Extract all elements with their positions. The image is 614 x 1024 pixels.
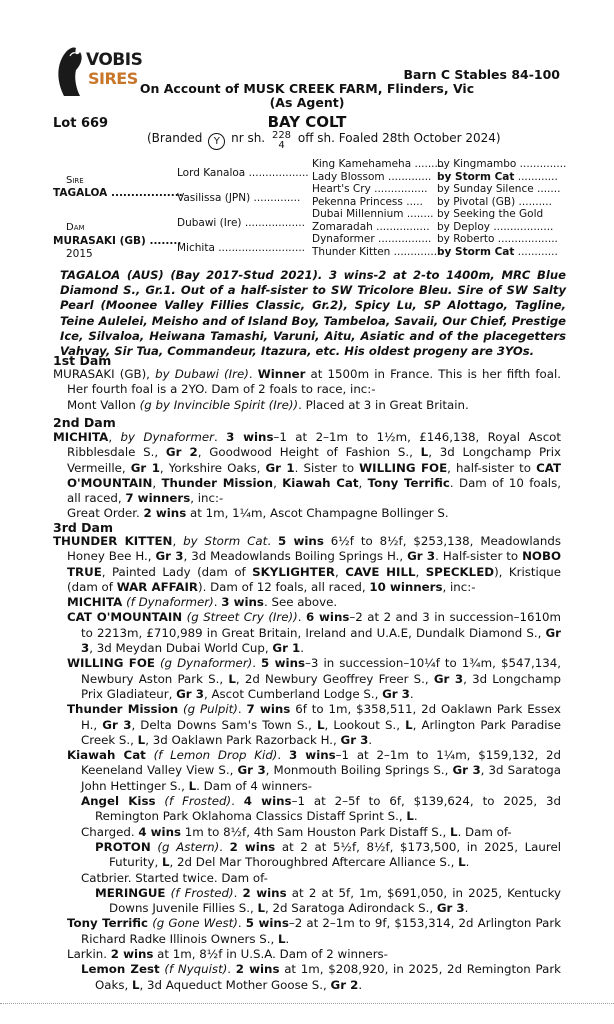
entry-text-run: 3 wins bbox=[288, 748, 336, 763]
entry-text-run: , 2d Saratoga Adirondack S., bbox=[265, 901, 437, 916]
entry-text-run: . bbox=[277, 748, 289, 763]
entry-paragraph bbox=[67, 506, 561, 521]
dam-label: Dam bbox=[66, 222, 85, 233]
entry-text-run: , 2d Del Mar Thoroughbred Aftercare Alliance S., bbox=[169, 855, 459, 870]
brand-number-top: 228 bbox=[271, 130, 292, 141]
entry-paragraph bbox=[81, 962, 561, 993]
account-line: On Account of MUSK CREEK FARM, Flinders, Vic bbox=[139, 81, 475, 96]
entry-text-run: . bbox=[237, 702, 247, 717]
entry-text-run: . bbox=[368, 732, 373, 747]
entry-paragraph bbox=[67, 916, 561, 947]
barn-stables: Barn C Stables 84-100 bbox=[403, 67, 560, 82]
entry-text-run: . bbox=[213, 595, 222, 610]
entry-text-run: , inc:- bbox=[190, 491, 224, 506]
entry-text-run: , bbox=[415, 564, 426, 579]
foaled-text: off sh. Foaled 28th October 2024) bbox=[297, 131, 501, 145]
entry-text-run: . bbox=[409, 686, 414, 701]
ggp-3: Heart's Cry ................ bbox=[312, 183, 428, 195]
entry-text-run: 6f to 1m, $358,511, 2d Oaklawn Park Essex H., bbox=[81, 702, 561, 732]
entry-paragraph bbox=[53, 430, 561, 506]
entry-text-run: , 3d Meadowlands Boiling Springs H., bbox=[183, 549, 408, 564]
entry-text-run: , 3d Oaklawn Park Razorback H., bbox=[145, 732, 341, 747]
entry-text-run: L bbox=[161, 855, 170, 870]
entry-text-run: 2 wins bbox=[229, 839, 276, 854]
ggp-8: Thunder Kitten .............. bbox=[312, 246, 441, 258]
third-dam-heading: 3rd Dam bbox=[53, 520, 113, 535]
entry-text-run: . See above. bbox=[263, 595, 338, 610]
entry-text-run: SPECKLED bbox=[425, 564, 495, 579]
entry-text-run: Gr 2 bbox=[330, 977, 359, 992]
entry-text-run: –1 at 2–1m to 1½m, £146,138, Royal Ascot Ribblesdale S., bbox=[67, 430, 562, 460]
entry-text-run: –2 at 2–1m to 9f, $153,314, 2d Arlington Park Richard Radke Illinois Owners S., bbox=[81, 916, 562, 946]
lot-number: Lot 669 bbox=[53, 116, 109, 131]
branded-text: (Branded bbox=[147, 131, 203, 145]
entry-text-run: NOBO TRUE bbox=[67, 549, 561, 579]
entry-text-run: L bbox=[228, 671, 236, 686]
entry-text-run: –3 in succession–10¼f to 1¾m, $547,134, Newbury Aston Park S., bbox=[81, 656, 561, 686]
entry-text-run: (f Frosted) bbox=[164, 794, 232, 809]
entry-text-run: L bbox=[420, 445, 429, 460]
entry-text-run: L bbox=[450, 824, 458, 839]
entry-text-run: , half-sister to bbox=[447, 460, 537, 475]
entry-text-run: Gr 3 bbox=[407, 549, 436, 564]
entry-text-run: –1 at 2–5f to 6f, $139,624, to 2025, 3d Remington Park Oklahoma Classics Distaff Sprint S., bbox=[95, 794, 562, 824]
entry-text-run: MURASAKI (GB), bbox=[53, 367, 156, 381]
entry-paragraph bbox=[67, 610, 561, 656]
entry-text-run: , 3d Aqueduct Mother Goose S., bbox=[139, 977, 331, 992]
brand-nr-text: nr sh. bbox=[231, 131, 266, 145]
entry-text-run: CAVE HILL bbox=[345, 564, 416, 579]
entry-text-run: WILLING FOE bbox=[359, 460, 448, 475]
ggp-4: Pekenna Princess ..... bbox=[312, 196, 423, 208]
entry-text-run: , bbox=[108, 430, 121, 444]
entry-text-run: at 2 at 5½f, 8½f, $173,500, in 2025, Laurel Futurity, bbox=[109, 839, 562, 870]
ggp-5: Dubai Millennium ........ bbox=[312, 208, 434, 220]
granddam-1: Vasilissa (JPN) .............. bbox=[177, 192, 301, 204]
entry-text-run: L bbox=[406, 809, 414, 824]
entry-text-run: , Yorkshire Oaks, bbox=[159, 460, 266, 475]
entry-text-run: 5 wins bbox=[277, 534, 324, 548]
entry-text-run: , 3d Saratoga John Hettinger S., bbox=[81, 763, 561, 793]
entry-text-run: (g Dynaformer) bbox=[159, 656, 253, 671]
ggp-7: Dynaformer ................ bbox=[312, 233, 432, 245]
entry-text-run: , 3d Longchamp Prix Vermeille, bbox=[67, 445, 561, 475]
entry-text-run: . bbox=[267, 534, 278, 548]
entry-text-run: , Lookout S., bbox=[324, 717, 406, 732]
entry-text-run bbox=[146, 748, 154, 762]
entry-text-run: 10 winners bbox=[369, 579, 443, 594]
entry-text-run: Tony Terrific bbox=[67, 916, 149, 931]
entry-text-run: Gr 3 bbox=[433, 671, 464, 686]
entry-text-run: . bbox=[237, 916, 246, 931]
entry-text-run: by Dynaformer bbox=[120, 430, 214, 444]
entry-text-run: at 2 at 5f, 1m, $691,050, in 2025, Kentucky Downs Juvenile Fillies S., bbox=[109, 885, 561, 916]
sire-label: Sire bbox=[66, 175, 84, 186]
entry-text-run: Larkin. bbox=[67, 947, 111, 962]
entry-text-run: Gr 3 bbox=[102, 717, 132, 732]
entry-text-run: 3 wins bbox=[221, 595, 264, 610]
entry-text-run: (g Astern) bbox=[157, 839, 220, 854]
third-dam-text bbox=[53, 534, 561, 993]
ggp-6: Zomaradah ................ bbox=[312, 221, 430, 233]
entry-text-run: ). Dam of 12 foals, all raced, bbox=[198, 579, 370, 594]
entry-text-run: 1m to 8½f, 4th Sam Houston Park Distaff S., bbox=[181, 824, 451, 839]
entry-text-run: , 2d Newbury Geoffrey Freer S., bbox=[235, 671, 434, 686]
entry-text-run: 4 wins bbox=[138, 824, 182, 839]
entry-text-run: . bbox=[465, 855, 470, 870]
entry-text-run: , bbox=[273, 475, 283, 490]
ggp-1: King Kamehameha ......... bbox=[312, 158, 445, 170]
entry-paragraph bbox=[95, 886, 561, 917]
entry-text-run: 2 wins bbox=[110, 947, 154, 962]
entry-text-run: (f Frosted) bbox=[170, 885, 234, 900]
logo-text-vobis: VOBIS bbox=[86, 50, 143, 70]
entry-text-run: Kiawah Cat bbox=[282, 475, 359, 490]
entry-text-run: THUNDER KITTEN bbox=[53, 534, 173, 548]
entry-text-run: 5 wins bbox=[245, 916, 289, 931]
entry-text-run: L bbox=[405, 717, 413, 732]
entry-text-run: 2 wins bbox=[242, 885, 287, 900]
granddam-2: Michita .......................... bbox=[177, 242, 305, 254]
entry-text-run: Thunder Mission bbox=[161, 475, 274, 490]
page-fold-line bbox=[0, 1003, 614, 1004]
entry-text-run: L bbox=[257, 901, 266, 916]
lot-title: BAY COLT bbox=[267, 113, 347, 131]
entry-paragraph bbox=[81, 871, 561, 886]
entry-text-run: Kiawah Cat bbox=[67, 748, 146, 763]
entry-text-run: Gr 3 bbox=[155, 549, 184, 564]
entry-text-run: SKYLIGHTER bbox=[252, 564, 335, 579]
entry-text-run: . Dam of 4 winners- bbox=[196, 778, 312, 793]
gggp-5: by Seeking the Gold bbox=[437, 208, 544, 220]
entry-text-run: 6 wins bbox=[305, 610, 350, 625]
entry-text-run: , Painted Lady (dam of bbox=[101, 564, 253, 579]
entry-text-run: –1 at 2–1m to 1¼m, $159,132, 2d Keeneland Valley View S., bbox=[81, 748, 562, 778]
logo-text-sires: SIRES bbox=[88, 69, 138, 88]
entry-text-run: . Half-sister to bbox=[435, 549, 523, 564]
brand-symbol: Y bbox=[208, 133, 225, 150]
entry-text-run: MICHITA bbox=[53, 430, 109, 444]
entry-text-run: , Monmouth Boiling Springs S., bbox=[265, 763, 453, 778]
first-dam-text bbox=[53, 367, 561, 413]
entry-text-run: Gr 1 bbox=[130, 460, 160, 475]
entry-text-run: Winner bbox=[257, 367, 306, 381]
entry-text-run: Charged. bbox=[81, 824, 139, 839]
grandsire-1: Lord Kanaloa .................. bbox=[177, 167, 309, 179]
entry-paragraph bbox=[67, 595, 561, 610]
grandsire-2: Dubawi (Ire) .................. bbox=[177, 217, 305, 229]
entry-text-run: . bbox=[464, 901, 469, 916]
entry-text-run: (g Pulpit) bbox=[183, 702, 238, 717]
entry-text-run: (g by Invincible Spirit (Ire)) bbox=[139, 397, 299, 412]
entry-paragraph bbox=[67, 702, 561, 748]
gggp-4: by Pivotal (GB) .......... bbox=[437, 196, 552, 208]
entry-text-run: at 1m, $208,920, in 2025, 2d Remington Park Oaks, bbox=[95, 962, 562, 992]
entry-text-run: 7 winners bbox=[125, 491, 191, 506]
brand-number-bottom: 4 bbox=[278, 140, 285, 151]
entry-text-run: . bbox=[285, 931, 290, 946]
entry-text-run: Gr 1 bbox=[265, 460, 295, 475]
second-dam-heading: 2nd Dam bbox=[53, 415, 116, 430]
entry-text-run: . bbox=[252, 656, 262, 671]
entry-paragraph bbox=[67, 656, 561, 702]
entry-text-run: , Goodwood Height of Fashion S., bbox=[197, 445, 421, 460]
entry-text-run: Thunder Mission bbox=[67, 702, 179, 717]
entry-text-run: , 3d Longchamp Prix Gladiateur, bbox=[81, 671, 562, 701]
entry-text-run: Gr 2 bbox=[165, 445, 198, 460]
entry-text-run: (g Gone West) bbox=[152, 916, 238, 931]
entry-text-run: , bbox=[335, 564, 346, 579]
entry-text-run: Gr 3 bbox=[81, 625, 561, 656]
entry-text-run: . bbox=[358, 977, 363, 992]
entry-text-run: L bbox=[137, 732, 146, 747]
entry-text-run: , 3d Meydan Dubai World Cup, bbox=[89, 641, 273, 656]
entry-text-run: , inc:- bbox=[442, 579, 476, 594]
entry-text-run: WILLING FOE bbox=[67, 656, 155, 671]
entry-text-run: . Dam of 10 foals, all raced, bbox=[67, 475, 561, 506]
entry-text-run: Angel Kiss bbox=[81, 794, 156, 809]
first-dam-heading: 1st Dam bbox=[53, 353, 112, 368]
gggp-3: by Sunday Silence ....... bbox=[437, 183, 561, 195]
entry-text-run: 5 wins bbox=[261, 656, 306, 671]
entry-text-run: 2 wins bbox=[143, 506, 187, 521]
entry-text-run: 2 wins bbox=[235, 962, 280, 977]
entry-text-run: 6½f to 8½f, $253,138, Meadowlands Honey Bee H., bbox=[67, 534, 562, 564]
brand-number bbox=[272, 131, 291, 151]
entry-text-run: Tony Terrific bbox=[367, 475, 450, 490]
entry-text-run: Gr 3 bbox=[452, 763, 481, 778]
entry-text-run: . bbox=[219, 839, 230, 854]
entry-text-run: at 1m, 8½f in U.S.A. Dam of 2 winners- bbox=[153, 947, 388, 962]
entry-text-run: . bbox=[231, 794, 244, 809]
entry-text-run: . bbox=[413, 809, 418, 824]
entry-text-run: . Placed at 3 in Great Britain. bbox=[298, 397, 469, 412]
entry-text-run: 7 wins bbox=[246, 702, 291, 717]
entry-text-run: CAT O'MOUNTAIN bbox=[67, 610, 183, 625]
entry-paragraph bbox=[81, 825, 561, 840]
entry-text-run: . Dam of- bbox=[457, 824, 512, 839]
sire-narrative: TAGALOA (AUS) (Bay 2017-Stud 2021). 3 wins-2 at 2-to 1400m, MRC Blue Diamond S., Gr.1. Out of a half-sister to SW Tricolore Bleu. Sire of SW Salty Pearl (Moonee Valley Fillies Classic, Gr.2), Spicy Lu, SP Alottago, Tagline, Teine Aulelei, Meisho and of Island Boy, Tambeloa, Savaii, Our Chief, Prestige Ice, Silvaloa, Heiwana Tamashi, Varuni, Aitu, Asiatic and of the placegetters Vahvay, Sir Tua, Commandeur, Itazura, etc. His oldest progeny are 3YOs. bbox=[60, 268, 566, 359]
dam-year: 2015 bbox=[66, 248, 93, 260]
entry-text-run: –2 at 2 and 3 in succession–1610m to 2213m, £710,989 in Great Britain, Ireland and U.A.E, Dundalk Diamond S., bbox=[81, 610, 561, 640]
entry-text-run: 4 wins bbox=[243, 794, 292, 809]
gggp-1: by Kingmambo .............. bbox=[437, 158, 567, 170]
entry-text-run: L bbox=[132, 977, 140, 992]
entry-paragraph bbox=[53, 367, 561, 398]
entry-text-run: CAT O'MOUNTAIN bbox=[67, 460, 561, 490]
sire-name: TAGALOA .................. bbox=[53, 187, 183, 199]
entry-text-run: , bbox=[358, 475, 368, 490]
entry-text-run: 3 wins bbox=[226, 430, 274, 444]
entry-text-run: Catbrier. Started twice. Dam of- bbox=[81, 870, 268, 885]
entry-paragraph bbox=[95, 840, 561, 871]
entry-text-run: . bbox=[213, 430, 227, 444]
entry-text-run: Gr 3 bbox=[382, 686, 410, 701]
gggp-8: by Storm Cat ............ bbox=[437, 246, 558, 258]
entry-text-run: L bbox=[277, 931, 286, 946]
entry-text-run: MERINGUE bbox=[95, 885, 166, 900]
entry-text-run: Lemon Zest bbox=[81, 962, 160, 977]
entry-text-run: at 1500m in France. This is her fifth foal. Her fourth foal is a 2YO. Dam of 2 foals to race, inc:- bbox=[67, 367, 562, 397]
entry-text-run: Gr 3 bbox=[340, 732, 369, 747]
entry-text-run: , Delta Downs Sam's Town S., bbox=[131, 717, 317, 732]
entry-text-run: . bbox=[300, 641, 304, 656]
entry-text-run: L bbox=[458, 855, 466, 870]
entry-text-run: Great Order. bbox=[67, 506, 144, 521]
entry-text-run: Gr 3 bbox=[176, 686, 204, 701]
entry-text-run: Gr 3 bbox=[237, 763, 266, 778]
entry-text-run: (f Lemon Drop Kid) bbox=[153, 748, 278, 763]
gggp-2: by Storm Cat ............ bbox=[437, 171, 558, 183]
entry-text-run: ), Kristique (dam of bbox=[67, 564, 561, 594]
entry-text-run: , bbox=[172, 534, 184, 548]
entry-paragraph bbox=[67, 398, 561, 413]
entry-paragraph bbox=[67, 947, 561, 962]
entry-text-run: , bbox=[152, 475, 162, 490]
entry-text-run: L bbox=[188, 778, 197, 793]
entry-text-run: . Sister to bbox=[294, 460, 360, 475]
entry-text-run: at 1m, 1¼m, Ascot Champagne Bollinger S. bbox=[186, 506, 449, 521]
entry-text-run: Mont Vallon bbox=[67, 397, 140, 412]
entry-text-run: (f Nyquist) bbox=[164, 962, 228, 977]
entry-paragraph bbox=[67, 748, 561, 794]
entry-text-run: by Storm Cat bbox=[183, 534, 268, 548]
entry-text-run: . bbox=[248, 367, 258, 381]
gggp-6: by Deploy .................. bbox=[437, 221, 554, 233]
entry-text-run: Gr 3 bbox=[436, 901, 465, 916]
entry-text-run: L bbox=[316, 717, 325, 732]
entry-text-run: PROTON bbox=[95, 839, 151, 854]
entry-text-run: WAR AFFAIR bbox=[116, 579, 198, 594]
agent-line: (As Agent) bbox=[269, 95, 345, 110]
entry-text-run: , Arlington Park Paradise Creek S., bbox=[81, 717, 561, 747]
entry-text-run: MICHITA bbox=[67, 595, 123, 610]
entry-text-run: (f Dynaformer) bbox=[126, 595, 214, 610]
entry-text-run: . bbox=[227, 962, 236, 977]
entry-paragraph bbox=[81, 794, 561, 825]
entry-text-run: by Dubawi (Ire) bbox=[155, 367, 249, 381]
entry-text-run: . bbox=[233, 885, 243, 900]
entry-text-run: (g Street Cry (Ire)) bbox=[186, 610, 298, 625]
entry-text-run: , Ascot Cumberland Lodge S., bbox=[203, 686, 383, 701]
entry-text-run: . bbox=[297, 610, 306, 625]
brand-line bbox=[147, 131, 501, 151]
dam-name: MURASAKI (GB) ........ bbox=[53, 235, 182, 247]
entry-paragraph bbox=[53, 534, 561, 595]
ggp-2: Lady Blossom ............. bbox=[312, 171, 432, 183]
gggp-7: by Roberto .................. bbox=[437, 233, 558, 245]
second-dam-text bbox=[53, 430, 561, 522]
entry-text-run: Gr 1 bbox=[272, 641, 301, 656]
